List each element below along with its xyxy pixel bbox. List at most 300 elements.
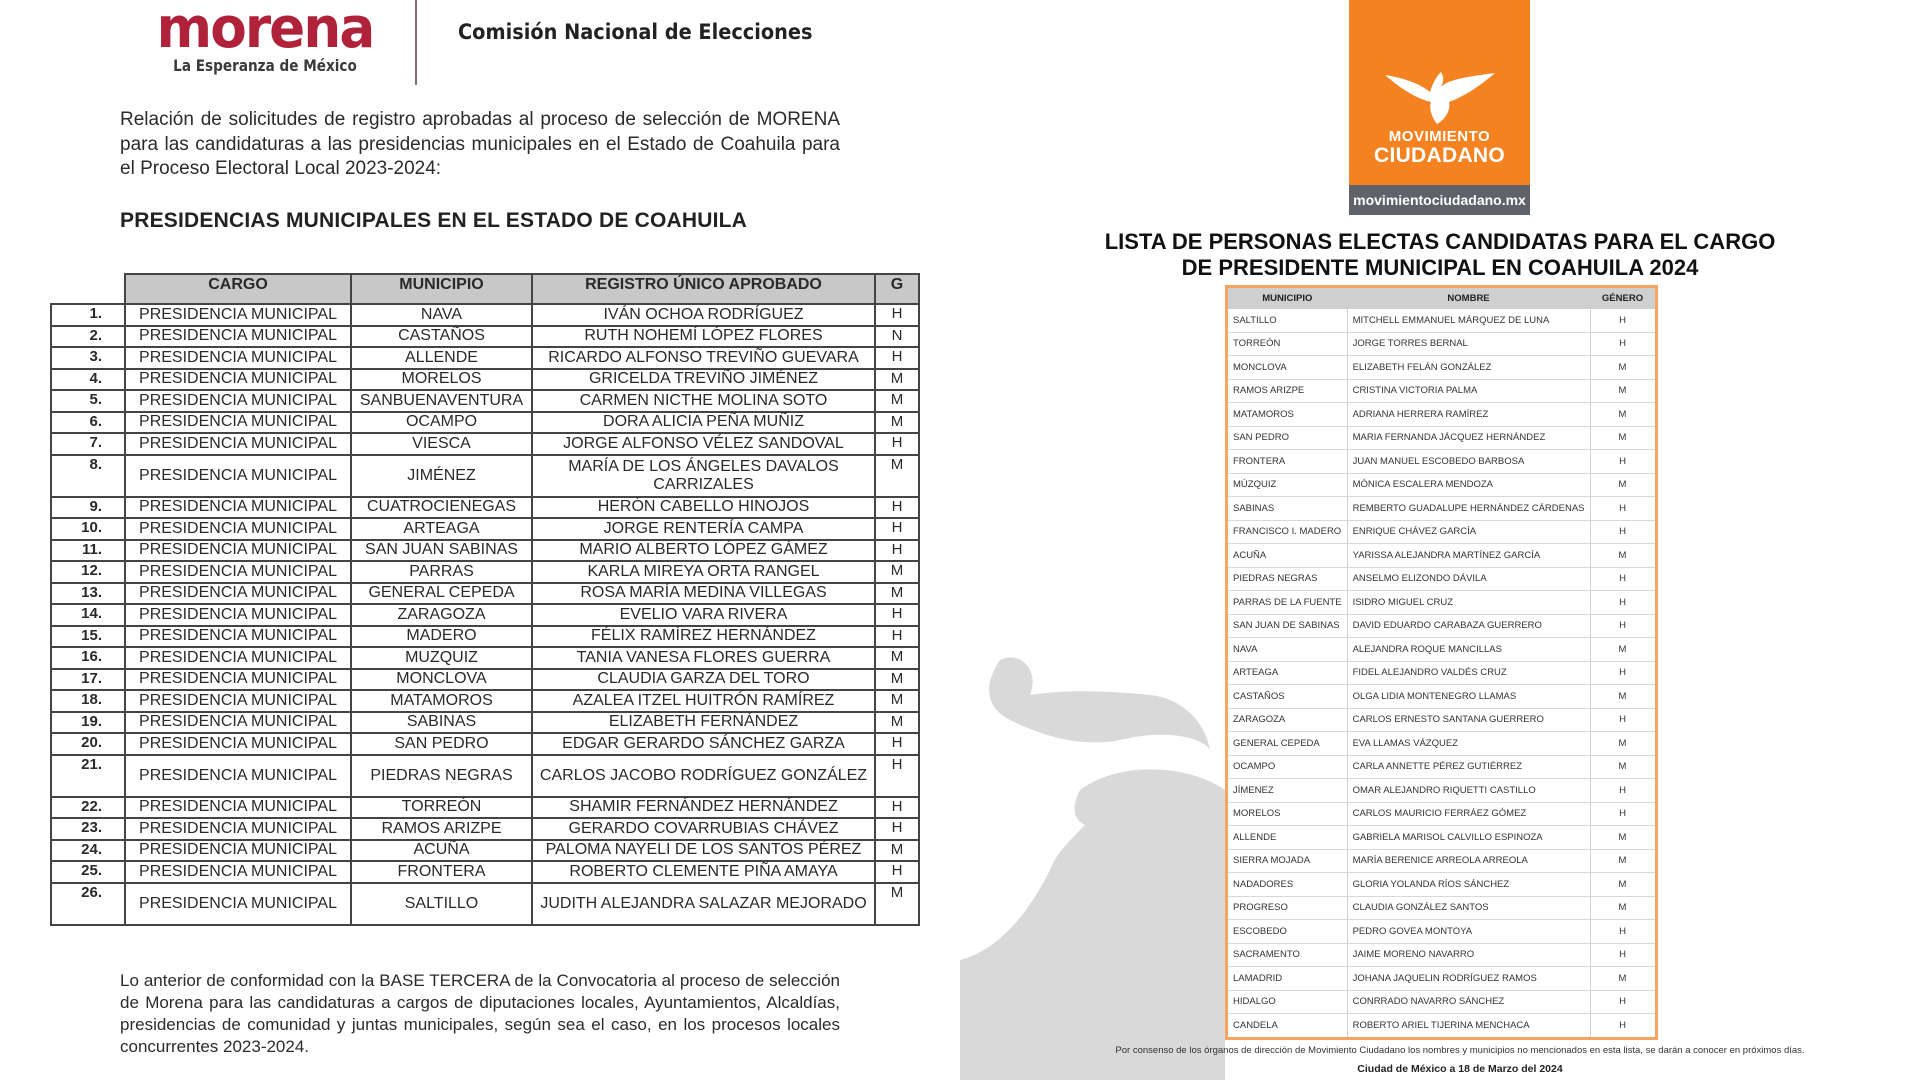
gender-cell: H	[1590, 567, 1656, 591]
municipio-cell: SABINAS	[1227, 497, 1348, 521]
row-number: 20.	[51, 733, 125, 755]
nombre-cell: ROBERTO CLEMENTE PIÑA AMAYA	[532, 861, 875, 883]
eagle-watermark-icon	[960, 640, 1260, 1080]
nombre-cell: EDGAR GERARDO SÁNCHEZ GARZA	[532, 733, 875, 755]
table-row	[51, 626, 919, 648]
gender-cell: M	[1590, 356, 1656, 380]
mc-logo-orange-block	[1349, 0, 1530, 185]
row-number: 1.	[51, 304, 125, 326]
table-row	[1227, 873, 1657, 897]
table-row	[1227, 849, 1657, 873]
nombre-cell: CARLOS ERNESTO SANTANA GUERRERO	[1347, 708, 1590, 732]
nombre-cell: ROSA MARÍA MEDINA VILLEGAS	[532, 583, 875, 605]
nombre-cell: OMAR ALEJANDRO RIQUETTI CASTILLO	[1347, 779, 1590, 803]
table-row	[51, 647, 919, 669]
gender-cell: M	[875, 412, 919, 434]
cargo-cell: PRESIDENCIA MUNICIPAL	[125, 797, 351, 819]
row-number: 18.	[51, 690, 125, 712]
row-number: 14.	[51, 604, 125, 626]
table-row	[1227, 638, 1657, 662]
municipio-cell: TORREÓN	[1227, 332, 1348, 356]
row-number: 24.	[51, 840, 125, 862]
table-row	[1227, 708, 1657, 732]
mc-title-line2: DE PRESIDENTE MUNICIPAL EN COAHUILA 2024	[1181, 255, 1699, 280]
municipio-cell: ACUÑA	[351, 840, 532, 862]
nombre-cell: EVA LLAMAS VÁZQUEZ	[1347, 732, 1590, 756]
municipio-cell: CASTAÑOS	[1227, 685, 1348, 709]
header-municipio: MUNICIPIO	[351, 274, 532, 304]
gender-cell: H	[875, 497, 919, 519]
municipio-cell: FRONTERA	[1227, 450, 1348, 474]
municipio-cell: MUZQUIZ	[351, 647, 532, 669]
table-row	[1227, 732, 1657, 756]
cargo-cell: PRESIDENCIA MUNICIPAL	[125, 647, 351, 669]
cargo-cell: PRESIDENCIA MUNICIPAL	[125, 497, 351, 519]
table-row	[51, 861, 919, 883]
row-number: 8.	[51, 455, 125, 497]
gender-cell: H	[875, 518, 919, 540]
nombre-cell: HERÓN CABELLO HINOJOS	[532, 497, 875, 519]
municipio-cell: PIEDRAS NEGRAS	[351, 755, 532, 797]
table-row	[1227, 661, 1657, 685]
municipio-cell: SAN JUAN SABINAS	[351, 540, 532, 562]
morena-logo	[150, 0, 380, 75]
gender-cell: H	[1590, 708, 1656, 732]
gender-cell: H	[1590, 1014, 1656, 1039]
row-number: 23.	[51, 818, 125, 840]
nombre-cell: CARMEN NICTHE MOLINA SOTO	[532, 390, 875, 412]
gender-cell: M	[1590, 826, 1656, 850]
municipio-cell: ALLENDE	[1227, 826, 1348, 850]
gender-cell: M	[1590, 685, 1656, 709]
table-row	[1227, 356, 1657, 380]
gender-cell: H	[875, 433, 919, 455]
header-nombre: NOMBRE	[1347, 287, 1590, 309]
municipio-cell: MATAMOROS	[351, 690, 532, 712]
gender-cell: H	[1590, 450, 1656, 474]
cargo-cell: PRESIDENCIA MUNICIPAL	[125, 326, 351, 348]
cargo-cell: PRESIDENCIA MUNICIPAL	[125, 347, 351, 369]
gender-cell: M	[875, 390, 919, 412]
gender-cell: H	[875, 733, 919, 755]
mc-date: Ciudad de México a 18 de Marzo del 2024	[1357, 1063, 1563, 1075]
cargo-cell: PRESIDENCIA MUNICIPAL	[125, 840, 351, 862]
nombre-cell: MARÍA DE LOS ÁNGELES DAVALOS CARRIZALES	[532, 455, 875, 497]
municipio-cell: MONCLOVA	[351, 669, 532, 691]
nombre-cell: CONRRADO NAVARRO SÁNCHEZ	[1347, 990, 1590, 1014]
nombre-cell: ROBERTO ARIEL TIJERINA MENCHACA	[1347, 1014, 1590, 1039]
nombre-cell: CLAUDIA GARZA DEL TORO	[532, 669, 875, 691]
cargo-cell: PRESIDENCIA MUNICIPAL	[125, 818, 351, 840]
municipio-cell: ACUÑA	[1227, 544, 1348, 568]
gender-cell: H	[1590, 661, 1656, 685]
municipio-cell: LAMADRID	[1227, 967, 1348, 991]
nombre-cell: JAIME MORENO NAVARRO	[1347, 943, 1590, 967]
nombre-cell: GERARDO COVARRUBIAS CHÁVEZ	[532, 818, 875, 840]
municipio-cell: GENERAL CEPEDA	[1227, 732, 1348, 756]
municipio-cell: TORREÓN	[351, 797, 532, 819]
nombre-cell: JORGE RENTERÍA CAMPA	[532, 518, 875, 540]
table-row	[51, 883, 919, 925]
nombre-cell: RICARDO ALFONSO TREVIÑO GUEVARA	[532, 347, 875, 369]
gender-cell: M	[1590, 473, 1656, 497]
municipio-cell: ZARAGOZA	[1227, 708, 1348, 732]
table-row	[1227, 896, 1657, 920]
table-row	[1227, 990, 1657, 1014]
table-row	[51, 518, 919, 540]
municipio-cell: HIDALGO	[1227, 990, 1348, 1014]
row-number: 7.	[51, 433, 125, 455]
cargo-cell: PRESIDENCIA MUNICIPAL	[125, 883, 351, 925]
mc-candidates-table	[1225, 285, 1658, 1040]
section-heading: PRESIDENCIAS MUNICIPALES EN EL ESTADO DE COAHUILA	[120, 209, 748, 232]
commission-title: Comisión Nacional de Elecciones	[458, 20, 813, 44]
municipio-cell: SIERRA MOJADA	[1227, 849, 1348, 873]
table-row	[51, 755, 919, 797]
municipio-cell: SAN JUAN DE SABINAS	[1227, 614, 1348, 638]
gender-cell: H	[1590, 943, 1656, 967]
cargo-cell: PRESIDENCIA MUNICIPAL	[125, 712, 351, 734]
nombre-cell: TANIA VANESA FLORES GUERRA	[532, 647, 875, 669]
header-blank	[51, 274, 125, 304]
cargo-cell: PRESIDENCIA MUNICIPAL	[125, 861, 351, 883]
municipio-cell: ALLENDE	[351, 347, 532, 369]
nombre-cell: DORA ALICIA PEÑA MUÑIZ	[532, 412, 875, 434]
cargo-cell: PRESIDENCIA MUNICIPAL	[125, 455, 351, 497]
mc-url-strip: movimientociudadano.mx	[1349, 185, 1530, 215]
gender-cell: M	[1590, 403, 1656, 427]
nombre-cell: MARÍA BERENICE ARREOLA ARREOLA	[1347, 849, 1590, 873]
table-row	[1227, 967, 1657, 991]
row-number: 5.	[51, 390, 125, 412]
nombre-cell: DAVID EDUARDO CARABAZA GUERRERO	[1347, 614, 1590, 638]
nombre-cell: ADRIANA HERRERA RAMÍREZ	[1347, 403, 1590, 427]
mc-list-title	[1100, 229, 1780, 281]
gender-cell: M	[875, 690, 919, 712]
gender-cell: M	[875, 369, 919, 391]
municipio-cell: SALTILLO	[351, 883, 532, 925]
municipio-cell: SAN PEDRO	[351, 733, 532, 755]
nombre-cell: CRISTINA VICTORIA PALMA	[1347, 379, 1590, 403]
gender-cell: M	[1590, 638, 1656, 662]
municipio-cell: PROGRESO	[1227, 896, 1348, 920]
municipio-cell: MADERO	[351, 626, 532, 648]
gender-cell: M	[875, 561, 919, 583]
gender-cell: M	[1590, 379, 1656, 403]
row-number: 11.	[51, 540, 125, 562]
table-row	[51, 669, 919, 691]
nombre-cell: JORGE TORRES BERNAL	[1347, 332, 1590, 356]
table-header-row	[51, 274, 919, 304]
table-row	[51, 347, 919, 369]
table-row	[1227, 943, 1657, 967]
municipio-cell: CASTAÑOS	[351, 326, 532, 348]
table-row	[1227, 1014, 1657, 1039]
nombre-cell: JUDITH ALEJANDRA SALAZAR MEJORADO	[532, 883, 875, 925]
gender-cell: M	[875, 883, 919, 925]
nombre-cell: AZALEA ITZEL HUITRÓN RAMÍREZ	[532, 690, 875, 712]
cargo-cell: PRESIDENCIA MUNICIPAL	[125, 604, 351, 626]
gender-cell: H	[1590, 920, 1656, 944]
municipio-cell: NAVA	[351, 304, 532, 326]
gender-cell: N	[875, 326, 919, 348]
table-row	[1227, 473, 1657, 497]
row-number: 2.	[51, 326, 125, 348]
header-divider	[415, 0, 417, 85]
table-row	[1227, 567, 1657, 591]
morena-tagline: La Esperanza de México	[173, 56, 357, 75]
row-number: 26.	[51, 883, 125, 925]
municipio-cell: MÚZQUIZ	[1227, 473, 1348, 497]
municipio-cell: GENERAL CEPEDA	[351, 583, 532, 605]
morena-candidates-table	[50, 273, 920, 926]
nombre-cell: ELIZABETH FELÁN GONZÁLEZ	[1347, 356, 1590, 380]
table-row	[1227, 591, 1657, 615]
nombre-cell: ELIZABETH FERNÁNDEZ	[532, 712, 875, 734]
nombre-cell: MÓNICA ESCALERA MENDOZA	[1347, 473, 1590, 497]
cargo-cell: PRESIDENCIA MUNICIPAL	[125, 518, 351, 540]
row-number: 10.	[51, 518, 125, 540]
nombre-cell: IVÁN OCHOA RODRÍGUEZ	[532, 304, 875, 326]
gender-cell: M	[875, 583, 919, 605]
nombre-cell: CLAUDIA GONZÁLEZ SANTOS	[1347, 896, 1590, 920]
municipio-cell: NADADORES	[1227, 873, 1348, 897]
gender-cell: M	[1590, 755, 1656, 779]
table-row	[51, 390, 919, 412]
table-row	[51, 818, 919, 840]
gender-cell: M	[875, 669, 919, 691]
municipio-cell: SABINAS	[351, 712, 532, 734]
gender-cell: M	[875, 455, 919, 497]
table-row	[1227, 544, 1657, 568]
nombre-cell: EVELIO VARA RIVERA	[532, 604, 875, 626]
municipio-cell: ESCOBEDO	[1227, 920, 1348, 944]
municipio-cell: CANDELA	[1227, 1014, 1348, 1039]
gender-cell: M	[875, 712, 919, 734]
table-row	[1227, 403, 1657, 427]
table-row	[1227, 426, 1657, 450]
nombre-cell: GABRIELA MARISOL CALVILLO ESPINOZA	[1347, 826, 1590, 850]
table-row	[51, 712, 919, 734]
municipio-cell: JÍMENEZ	[1227, 779, 1348, 803]
gender-cell: M	[1590, 426, 1656, 450]
municipio-cell: JIMÉNEZ	[351, 455, 532, 497]
table-row	[51, 433, 919, 455]
municipio-cell: MORELOS	[1227, 802, 1348, 826]
gender-cell: M	[1590, 732, 1656, 756]
municipio-cell: FRONTERA	[351, 861, 532, 883]
gender-cell: H	[875, 347, 919, 369]
table-row	[1227, 779, 1657, 803]
table-row	[1227, 309, 1657, 333]
table-row	[51, 497, 919, 519]
row-number: 12.	[51, 561, 125, 583]
nombre-cell: FÉLIX RAMÍREZ HERNÁNDEZ	[532, 626, 875, 648]
cargo-cell: PRESIDENCIA MUNICIPAL	[125, 690, 351, 712]
header-g: G	[875, 274, 919, 304]
municipio-cell: PARRAS	[351, 561, 532, 583]
nombre-cell: ISIDRO MIGUEL CRUZ	[1347, 591, 1590, 615]
row-number: 16.	[51, 647, 125, 669]
gender-cell: H	[875, 797, 919, 819]
gender-cell: H	[1590, 332, 1656, 356]
row-number: 21.	[51, 755, 125, 797]
row-number: 4.	[51, 369, 125, 391]
cargo-cell: PRESIDENCIA MUNICIPAL	[125, 412, 351, 434]
municipio-cell: RAMOS ARIZPE	[1227, 379, 1348, 403]
cargo-cell: PRESIDENCIA MUNICIPAL	[125, 390, 351, 412]
mc-logo	[1349, 0, 1530, 215]
row-number: 9.	[51, 497, 125, 519]
municipio-cell: SALTILLO	[1227, 309, 1348, 333]
table-row	[51, 797, 919, 819]
gender-cell: H	[875, 304, 919, 326]
nombre-cell: PALOMA NAYELI DE LOS SANTOS PÉREZ	[532, 840, 875, 862]
cargo-cell: PRESIDENCIA MUNICIPAL	[125, 369, 351, 391]
table-row	[1227, 614, 1657, 638]
nombre-cell: MITCHELL EMMANUEL MÁRQUEZ DE LUNA	[1347, 309, 1590, 333]
gender-cell: H	[1590, 614, 1656, 638]
mc-footnote: Por consenso de los órganos de dirección de Movimiento Ciudadano los nombres y municipios no mencionados en esta lista, se darán a conocer en próximos días.	[1115, 1045, 1805, 1056]
gender-cell: H	[1590, 309, 1656, 333]
table-header-row	[1227, 287, 1657, 309]
mc-logo-line1: MOVIMIENTO	[1388, 128, 1491, 145]
table-row	[1227, 685, 1657, 709]
table-row	[1227, 497, 1657, 521]
gender-cell: M	[1590, 896, 1656, 920]
nombre-cell: CARLOS JACOBO RODRÍGUEZ GONZÁLEZ	[532, 755, 875, 797]
gender-cell: M	[1590, 967, 1656, 991]
nombre-cell: KARLA MIREYA ORTA RANGEL	[532, 561, 875, 583]
row-number: 3.	[51, 347, 125, 369]
table-row	[51, 583, 919, 605]
row-number: 22.	[51, 797, 125, 819]
gender-cell: H	[1590, 520, 1656, 544]
nombre-cell: ALEJANDRA ROQUE MANCILLAS	[1347, 638, 1590, 662]
nombre-cell: ENRIQUE CHÁVEZ GARCÍA	[1347, 520, 1590, 544]
cargo-cell: PRESIDENCIA MUNICIPAL	[125, 733, 351, 755]
table-row	[1227, 755, 1657, 779]
gender-cell: H	[875, 626, 919, 648]
municipio-cell: NAVA	[1227, 638, 1348, 662]
row-number: 15.	[51, 626, 125, 648]
morena-wordmark: morena	[156, 0, 374, 61]
gender-cell: H	[875, 540, 919, 562]
municipio-cell: SAN PEDRO	[1227, 426, 1348, 450]
table-row	[1227, 802, 1657, 826]
table-row	[51, 369, 919, 391]
municipio-cell: ZARAGOZA	[351, 604, 532, 626]
nombre-cell: JORGE ALFONSO VÉLEZ SANDOVAL	[532, 433, 875, 455]
mc-title-line1: LISTA DE PERSONAS ELECTAS CANDIDATAS PARA EL CARGO	[1104, 229, 1776, 254]
municipio-cell: SACRAMENTO	[1227, 943, 1348, 967]
table-row	[51, 455, 919, 497]
gender-cell: H	[1590, 802, 1656, 826]
cargo-cell: PRESIDENCIA MUNICIPAL	[125, 433, 351, 455]
table-row	[51, 326, 919, 348]
gender-cell: M	[875, 647, 919, 669]
gender-cell: H	[875, 755, 919, 797]
cargo-cell: PRESIDENCIA MUNICIPAL	[125, 626, 351, 648]
nombre-cell: GLORIA YOLANDA RÍOS SÁNCHEZ	[1347, 873, 1590, 897]
nombre-cell: PEDRO GOVEA MONTOYA	[1347, 920, 1590, 944]
nombre-cell: MARIO ALBERTO LÓPEZ GÁMEZ	[532, 540, 875, 562]
cargo-cell: PRESIDENCIA MUNICIPAL	[125, 304, 351, 326]
row-number: 6.	[51, 412, 125, 434]
table-row	[1227, 450, 1657, 474]
row-number: 13.	[51, 583, 125, 605]
table-row	[1227, 826, 1657, 850]
gender-cell: H	[875, 604, 919, 626]
cargo-cell: PRESIDENCIA MUNICIPAL	[125, 669, 351, 691]
nombre-cell: JUAN MANUEL ESCOBEDO BARBOSA	[1347, 450, 1590, 474]
nombre-cell: REMBERTO GUADALUPE HERNÁNDEZ CÁRDENAS	[1347, 497, 1590, 521]
gender-cell: M	[1590, 544, 1656, 568]
municipio-cell: PARRAS DE LA FUENTE	[1227, 591, 1348, 615]
nombre-cell: GRICELDA TREVIÑO JIMÉNEZ	[532, 369, 875, 391]
gender-cell: H	[1590, 990, 1656, 1014]
table-row	[51, 604, 919, 626]
municipio-cell: VIESCA	[351, 433, 532, 455]
table-row	[51, 540, 919, 562]
municipio-cell: PIEDRAS NEGRAS	[1227, 567, 1348, 591]
municipio-cell: MONCLOVA	[1227, 356, 1348, 380]
cargo-cell: PRESIDENCIA MUNICIPAL	[125, 540, 351, 562]
municipio-cell: OCAMPO	[351, 412, 532, 434]
table-row	[51, 561, 919, 583]
header-genero: GÉNERO	[1590, 287, 1656, 309]
municipio-cell: CUATROCIENEGAS	[351, 497, 532, 519]
nombre-cell: CARLA ANNETTE PÉREZ GUTIÉRREZ	[1347, 755, 1590, 779]
gender-cell: H	[1590, 497, 1656, 521]
municipio-cell: ARTEAGA	[351, 518, 532, 540]
mc-logo-line2: CIUDADANO	[1373, 144, 1506, 167]
cargo-cell: PRESIDENCIA MUNICIPAL	[125, 561, 351, 583]
header-registro: REGISTRO ÚNICO APROBADO	[532, 274, 875, 304]
nombre-cell: CARLOS MAURICIO FERRÁEZ GÓMEZ	[1347, 802, 1590, 826]
municipio-cell: SANBUENAVENTURA	[351, 390, 532, 412]
table-row	[51, 690, 919, 712]
header-cargo: CARGO	[125, 274, 351, 304]
table-row	[1227, 379, 1657, 403]
table-row	[51, 304, 919, 326]
intro-paragraph: Relación de solicitudes de registro aprobadas al proceso de selección de MORENA para las candidaturas a las presidencias municipales en el Estado de Coahuila para el Proceso Electoral Local 2023-2024:	[120, 109, 840, 179]
nombre-cell: OLGA LIDIA MONTENEGRO LLAMAS	[1347, 685, 1590, 709]
municipio-cell: MATAMOROS	[1227, 403, 1348, 427]
row-number: 17.	[51, 669, 125, 691]
nombre-cell: YARISSA ALEJANDRA MARTÍNEZ GARCÍA	[1347, 544, 1590, 568]
header-municipio: MUNICIPIO	[1227, 287, 1348, 309]
gender-cell: H	[875, 818, 919, 840]
eagle-icon	[1385, 70, 1495, 125]
nombre-cell: FIDEL ALEJANDRO VALDÉS CRUZ	[1347, 661, 1590, 685]
municipio-cell: RAMOS ARIZPE	[351, 818, 532, 840]
nombre-cell: SHAMIR FERNÁNDEZ HERNÁNDEZ	[532, 797, 875, 819]
municipio-cell: FRANCISCO I. MADERO	[1227, 520, 1348, 544]
gender-cell: H	[875, 861, 919, 883]
table-row	[51, 733, 919, 755]
gender-cell: H	[1590, 779, 1656, 803]
cargo-cell: PRESIDENCIA MUNICIPAL	[125, 583, 351, 605]
municipio-cell: ARTEAGA	[1227, 661, 1348, 685]
nombre-cell: JOHANA JAQUELIN RODRÍGUEZ RAMOS	[1347, 967, 1590, 991]
table-row	[1227, 520, 1657, 544]
municipio-cell: OCAMPO	[1227, 755, 1348, 779]
gender-cell: M	[1590, 873, 1656, 897]
table-row	[1227, 920, 1657, 944]
table-row	[51, 412, 919, 434]
table-row	[1227, 332, 1657, 356]
